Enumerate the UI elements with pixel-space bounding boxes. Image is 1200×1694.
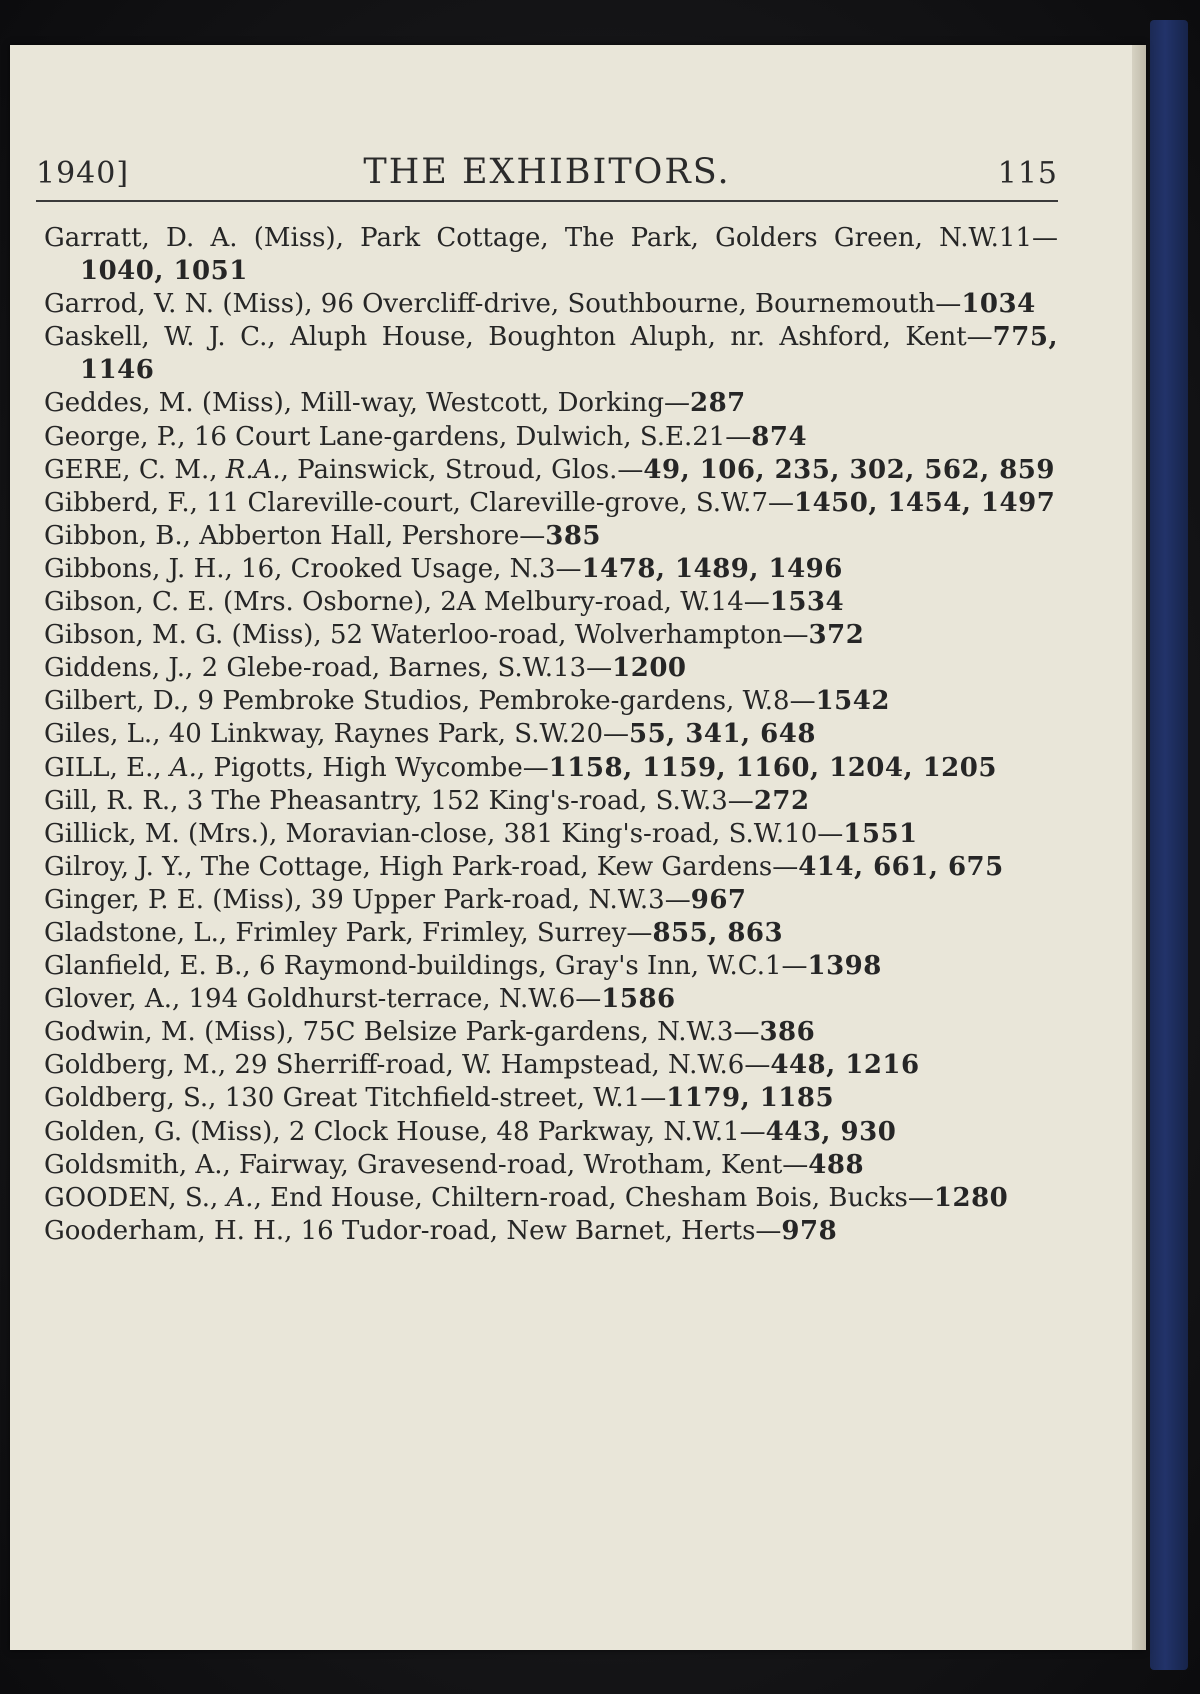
header-year: 1940] [36, 156, 130, 191]
catalogue-numbers: 967 [690, 884, 747, 915]
exhibitor-name-address: Golden, G. (Miss), 2 Clock House, 48 Parkway, N.W.1— [44, 1116, 766, 1147]
catalogue-numbers: 874 [751, 421, 808, 452]
exhibitor-name-address: Gibson, M. G. (Miss), 52 Waterloo-road, Wolverhampton— [44, 620, 809, 651]
exhibitor-name-address: Goldsmith, A., Fairway, Gravesend-road, Wrotham, Kent— [44, 1149, 809, 1180]
exhibitor-entry [44, 785, 1058, 818]
exhibitor-address: , End House, Chiltern-road, Chesham Bois, Bucks— [253, 1182, 934, 1213]
exhibitor-entry [44, 222, 1058, 288]
exhibitor-entry [44, 752, 1058, 785]
exhibitor-name-address: Gladstone, L., Frimley Park, Frimley, Surrey— [44, 917, 653, 948]
exhibitor-name-address: Goldberg, M., 29 Sherriff-road, W. Hampstead, N.W.6— [44, 1050, 771, 1081]
exhibitor-name-address: Giles, L., 40 Linkway, Raynes Park, S.W.20— [44, 719, 629, 750]
exhibitor-entry [44, 1182, 1058, 1215]
exhibitor-entry [44, 1049, 1058, 1082]
exhibitor-entry [44, 1149, 1058, 1182]
catalogue-numbers: 1158, 1159, 1160, 1204, 1205 [548, 752, 997, 783]
exhibitor-title: R.A. [225, 454, 281, 485]
catalogue-numbers: 1450, 1454, 1497 [794, 487, 1056, 518]
catalogue-numbers: 1034 [961, 289, 1036, 320]
exhibitor-entry [44, 487, 1058, 520]
catalogue-numbers: 775, 1146 [80, 322, 1058, 386]
catalogue-numbers: 1280 [933, 1182, 1009, 1213]
exhibitor-entry [44, 884, 1058, 917]
catalogue-numbers: 1586 [601, 984, 676, 1015]
running-header [36, 148, 1058, 198]
exhibitor-title: A. [226, 1182, 254, 1213]
exhibitor-list [44, 222, 1058, 1248]
catalogue-numbers: 443, 930 [765, 1116, 897, 1147]
catalogue-numbers: 488 [808, 1149, 865, 1180]
exhibitor-entry [44, 851, 1058, 884]
exhibitor-name-address: Giddens, J., 2 Glebe-road, Barnes, S.W.13— [44, 653, 613, 684]
exhibitor-entry [44, 1215, 1058, 1248]
exhibitor-entry [44, 1016, 1058, 1049]
header-title: THE EXHIBITORS. [363, 152, 731, 192]
exhibitor-entry [44, 288, 1058, 321]
exhibitor-name-address: GERE, C. M., [44, 454, 226, 485]
exhibitor-address: , Pigotts, High Wycombe— [196, 752, 549, 783]
exhibitor-entry [44, 685, 1058, 718]
catalogue-numbers: 1551 [843, 818, 918, 849]
catalogue-numbers: 372 [808, 620, 865, 651]
catalogue-numbers: 1040, 1051 [80, 256, 248, 287]
catalogue-numbers: 386 [759, 1017, 816, 1048]
exhibitor-entry [44, 950, 1058, 983]
exhibitor-name-address: Gilbert, D., 9 Pembroke Studios, Pembroke-gardens, W.8— [44, 686, 816, 717]
exhibitor-entry [44, 586, 1058, 619]
exhibitor-name-address: Gilroy, J. Y., The Cottage, High Park-road, Kew Gardens— [44, 851, 799, 882]
exhibitor-name-address: Geddes, M. (Miss), Mill-way, Westcott, Dorking— [44, 388, 690, 419]
exhibitor-entry [44, 718, 1058, 751]
exhibitor-name-address: Ginger, P. E. (Miss), 39 Upper Park-road, N.W.3— [44, 884, 691, 915]
exhibitor-entry [44, 454, 1058, 487]
exhibitor-name-address: GOODEN, S., [44, 1182, 227, 1213]
exhibitor-name-address: George, P., 16 Court Lane-gardens, Dulwich, S.E.21— [44, 421, 752, 452]
book-cover-edge [1150, 20, 1188, 1670]
exhibitor-name-address: Gillick, M. (Mrs.), Moravian-close, 381 King's-road, S.W.10— [44, 818, 844, 849]
exhibitor-name-address: Glanfield, E. B., 6 Raymond-buildings, Gray's Inn, W.C.1— [44, 951, 808, 982]
exhibitor-entry [44, 421, 1058, 454]
catalogue-numbers: 1542 [815, 686, 890, 717]
page-number: 115 [997, 156, 1058, 191]
exhibitor-entry [44, 520, 1058, 553]
catalogue-numbers: 978 [781, 1215, 838, 1246]
catalogue-numbers: 55, 341, 648 [629, 719, 816, 750]
catalogue-numbers: 1179, 1185 [666, 1083, 835, 1114]
exhibitor-entry [44, 1082, 1058, 1115]
exhibitor-entry [44, 917, 1058, 950]
exhibitor-name-address: Gaskell, W. J. C., Aluph House, Boughton Aluph, nr. Ashford, Kent— [44, 322, 993, 353]
page-edge [1132, 45, 1146, 1650]
exhibitor-name-address: Gooderham, H. H., 16 Tudor-road, New Barnet, Herts— [44, 1215, 782, 1246]
catalogue-numbers: 287 [689, 388, 746, 419]
catalogue-numbers: 855, 863 [652, 917, 784, 948]
catalogue-numbers: 414, 661, 675 [798, 851, 1004, 882]
catalogue-numbers: 385 [545, 520, 602, 551]
catalogue-numbers: 1534 [769, 587, 845, 618]
exhibitor-entry [44, 619, 1058, 652]
catalogue-numbers: 448, 1216 [770, 1050, 920, 1081]
catalogue-numbers: 1398 [807, 951, 882, 982]
header-rule [36, 200, 1058, 202]
exhibitor-address: , Painswick, Stroud, Glos.— [280, 454, 644, 485]
exhibitor-name-address: Garrod, V. N. (Miss), 96 Overcliff-drive, Southbourne, Bournemouth— [44, 289, 962, 320]
exhibitor-name-address: Gibbon, B., Abberton Hall, Pershore— [44, 520, 546, 551]
exhibitor-title: A. [169, 752, 197, 783]
exhibitor-name-address: Gill, R. R., 3 The Pheasantry, 152 King's-road, S.W.3— [44, 785, 754, 816]
exhibitor-entry [44, 983, 1058, 1016]
exhibitor-entry [44, 321, 1058, 387]
exhibitor-name-address: Glover, A., 194 Goldhurst-terrace, N.W.6— [44, 984, 602, 1015]
exhibitor-name-address: GILL, E., [44, 752, 170, 783]
catalogue-numbers: 49, 106, 235, 302, 562, 859 [643, 454, 1055, 485]
exhibitor-name-address: Garratt, D. A. (Miss), Park Cottage, The Park, Golders Green, N.W.11— [44, 223, 1058, 253]
catalogue-numbers: 1200 [612, 653, 687, 684]
exhibitor-name-address: Gibbons, J. H., 16, Crooked Usage, N.3— [44, 553, 582, 584]
exhibitor-entry [44, 387, 1058, 420]
exhibitor-name-address: Goldberg, S., 130 Great Titchfield-street, W.1— [44, 1083, 667, 1114]
exhibitor-entry [44, 553, 1058, 586]
catalogue-numbers: 1478, 1489, 1496 [581, 553, 843, 584]
exhibitor-entry [44, 1116, 1058, 1149]
exhibitor-entry [44, 818, 1058, 851]
exhibitor-entry [44, 652, 1058, 685]
exhibitor-name-address: Gibberd, F., 11 Clareville-court, Clareville-grove, S.W.7— [44, 487, 794, 518]
catalogue-numbers: 272 [753, 785, 810, 816]
exhibitor-name-address: Gibson, C. E. (Mrs. Osborne), 2A Melbury-road, W.14— [44, 587, 770, 618]
exhibitor-name-address: Godwin, M. (Miss), 75C Belsize Park-gardens, N.W.3— [44, 1017, 760, 1048]
